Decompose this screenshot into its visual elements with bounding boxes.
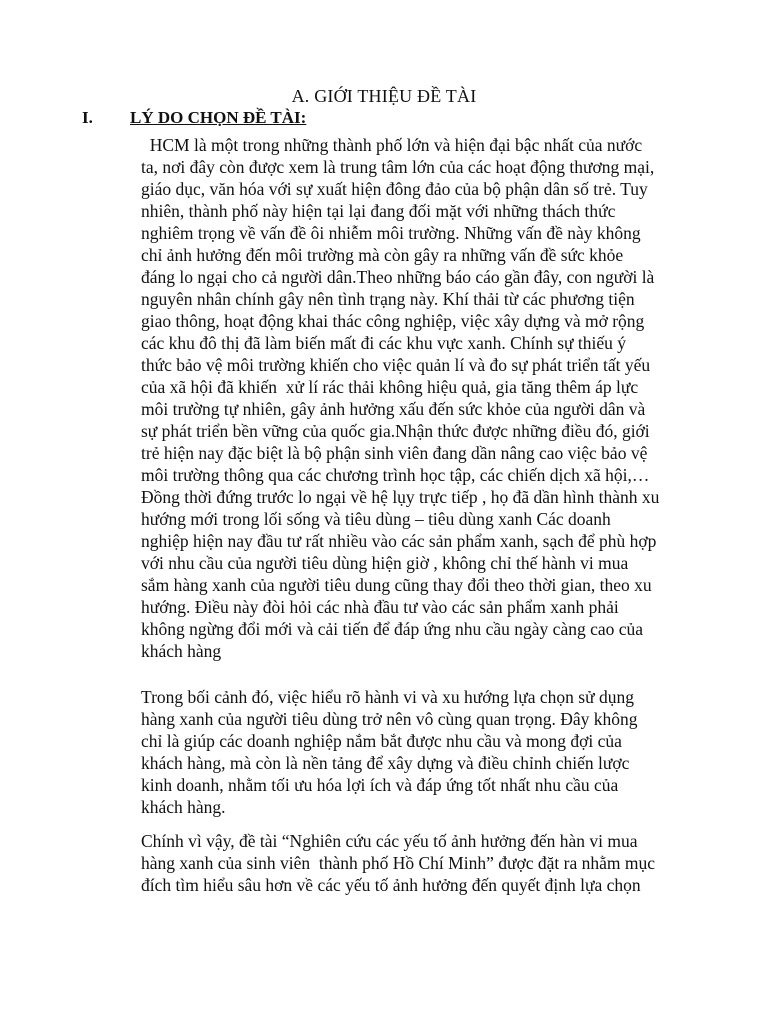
text-line: với nhu cầu của người tiêu dùng hiện giờ , không chỉ thế hành vi mua — [141, 553, 629, 573]
text-line: khách hàng, mà còn là nền tảng để xây dựng và điều chỉnh chiến lược — [141, 753, 630, 773]
text-line: sắm hàng xanh của người tiêu dung cũng thay đổi theo thời gian, theo xu — [141, 575, 652, 595]
text-line: không ngừng đổi mới và cải tiến để đáp ứng nhu cầu ngày càng cao của — [141, 619, 644, 639]
text-line: môi trường tự nhiên, gây ảnh hưởng xấu đến sức khỏe của người dân và — [141, 399, 646, 419]
text-line: sự phát triển bền vững của quốc gia.Nhận thức được những điều đó, giới — [141, 421, 650, 441]
text-line: nghiệp hiện nay đầu tư rất nhiều vào các sản phẩm xanh, sạch để phù hợp — [141, 531, 657, 551]
paragraph-2 — [141, 686, 681, 818]
text-line: giáo dục, văn hóa với sự xuất hiện đông đảo của bộ phận dân số trẻ. Tuy — [141, 179, 648, 199]
text-line: đích tìm hiểu sâu hơn về các yếu tố ảnh hưởng đến quyết định lựa chọn — [141, 875, 641, 895]
text-line: hướng mới trong lối sống và tiêu dùng – tiêu dùng xanh Các doanh — [141, 509, 611, 529]
document-title: A. GIỚI THIỆU ĐỀ TÀI — [291, 86, 477, 106]
text-line: nhiên, thành phố này hiện tại lại đang đối mặt với những thách thức — [141, 201, 616, 221]
text-line: hàng xanh của sinh viên thành phố Hồ Chí Minh” được đặt ra nhằm mục — [141, 853, 655, 873]
text-line: kinh doanh, nhằm tối ưu hóa lợi ích và đáp ứng tốt nhất nhu cầu của — [141, 775, 619, 795]
text-line: trẻ hiện nay đặc biệt là bộ phận sinh viên đang dần nâng cao việc bảo vệ — [141, 443, 648, 463]
text-line: khách hàng — [141, 641, 222, 661]
paragraph-3 — [141, 830, 681, 896]
text-line: của xã hội đã khiến xử lí rác thải không hiệu quả, gia tăng thêm áp lực — [141, 377, 639, 397]
text-line: ta, nơi đây còn được xem là trung tâm lớn của các hoạt động thương mại, — [141, 157, 655, 177]
text-line: khách hàng. — [141, 797, 226, 817]
text-line: thức bảo vệ môi trường khiến cho việc quản lí và đo sự phát triển tất yếu — [141, 355, 651, 375]
text-line: nghiêm trọng về vấn đề ôi nhiễm môi trường. Những vấn đề này không — [141, 223, 641, 243]
text-line: HCM là một trong những thành phố lớn và hiện đại bậc nhất của nước — [141, 135, 643, 155]
section-number: I. — [82, 108, 93, 127]
text-line: hàng xanh của người tiêu dùng trở nên vô cùng quan trọng. Đây không — [141, 709, 638, 729]
text-line: các khu đô thị đã làm biến mất đi các khu vực xanh. Chính sự thiếu ý — [141, 333, 627, 353]
text-line: hướng. Điều này đòi hỏi các nhà đầu tư vào các sản phẩm xanh phải — [141, 597, 619, 617]
text-line: đáng lo ngại cho cả người dân.Theo những báo cáo gần đây, con người là — [141, 267, 655, 287]
text-line: chỉ ảnh hưởng đến môi trường mà còn gây ra những vấn đề sức khỏe — [141, 245, 624, 265]
text-line: môi trường thông qua các chương trình học tập, các chiến dịch xã hội,… — [141, 465, 650, 485]
text-line: nguyên nhân chính gây nên tình trạng này. Khí thải từ các phương tiện — [141, 289, 635, 309]
text-line: giao thông, hoạt động khai thác công nghiệp, việc xây dựng và mở rộng — [141, 311, 645, 331]
text-line: chỉ là giúp các doanh nghiệp nắm bắt được nhu cầu và mong đợi của — [141, 731, 622, 751]
text-line: Trong bối cảnh đó, việc hiểu rõ hành vi và xu hướng lựa chọn sử dụng — [141, 687, 634, 707]
paragraph-1 — [141, 134, 681, 662]
text-line: Chính vì vậy, đề tài “Nghiên cứu các yếu tố ảnh hưởng đến hàn vi mua — [141, 831, 638, 851]
section-heading: LÝ DO CHỌN ĐỀ TÀI: — [130, 108, 307, 127]
text-line: Đồng thời đứng trước lo ngại về hệ lụy trực tiếp , họ đã dần hình thành xu — [141, 487, 660, 507]
